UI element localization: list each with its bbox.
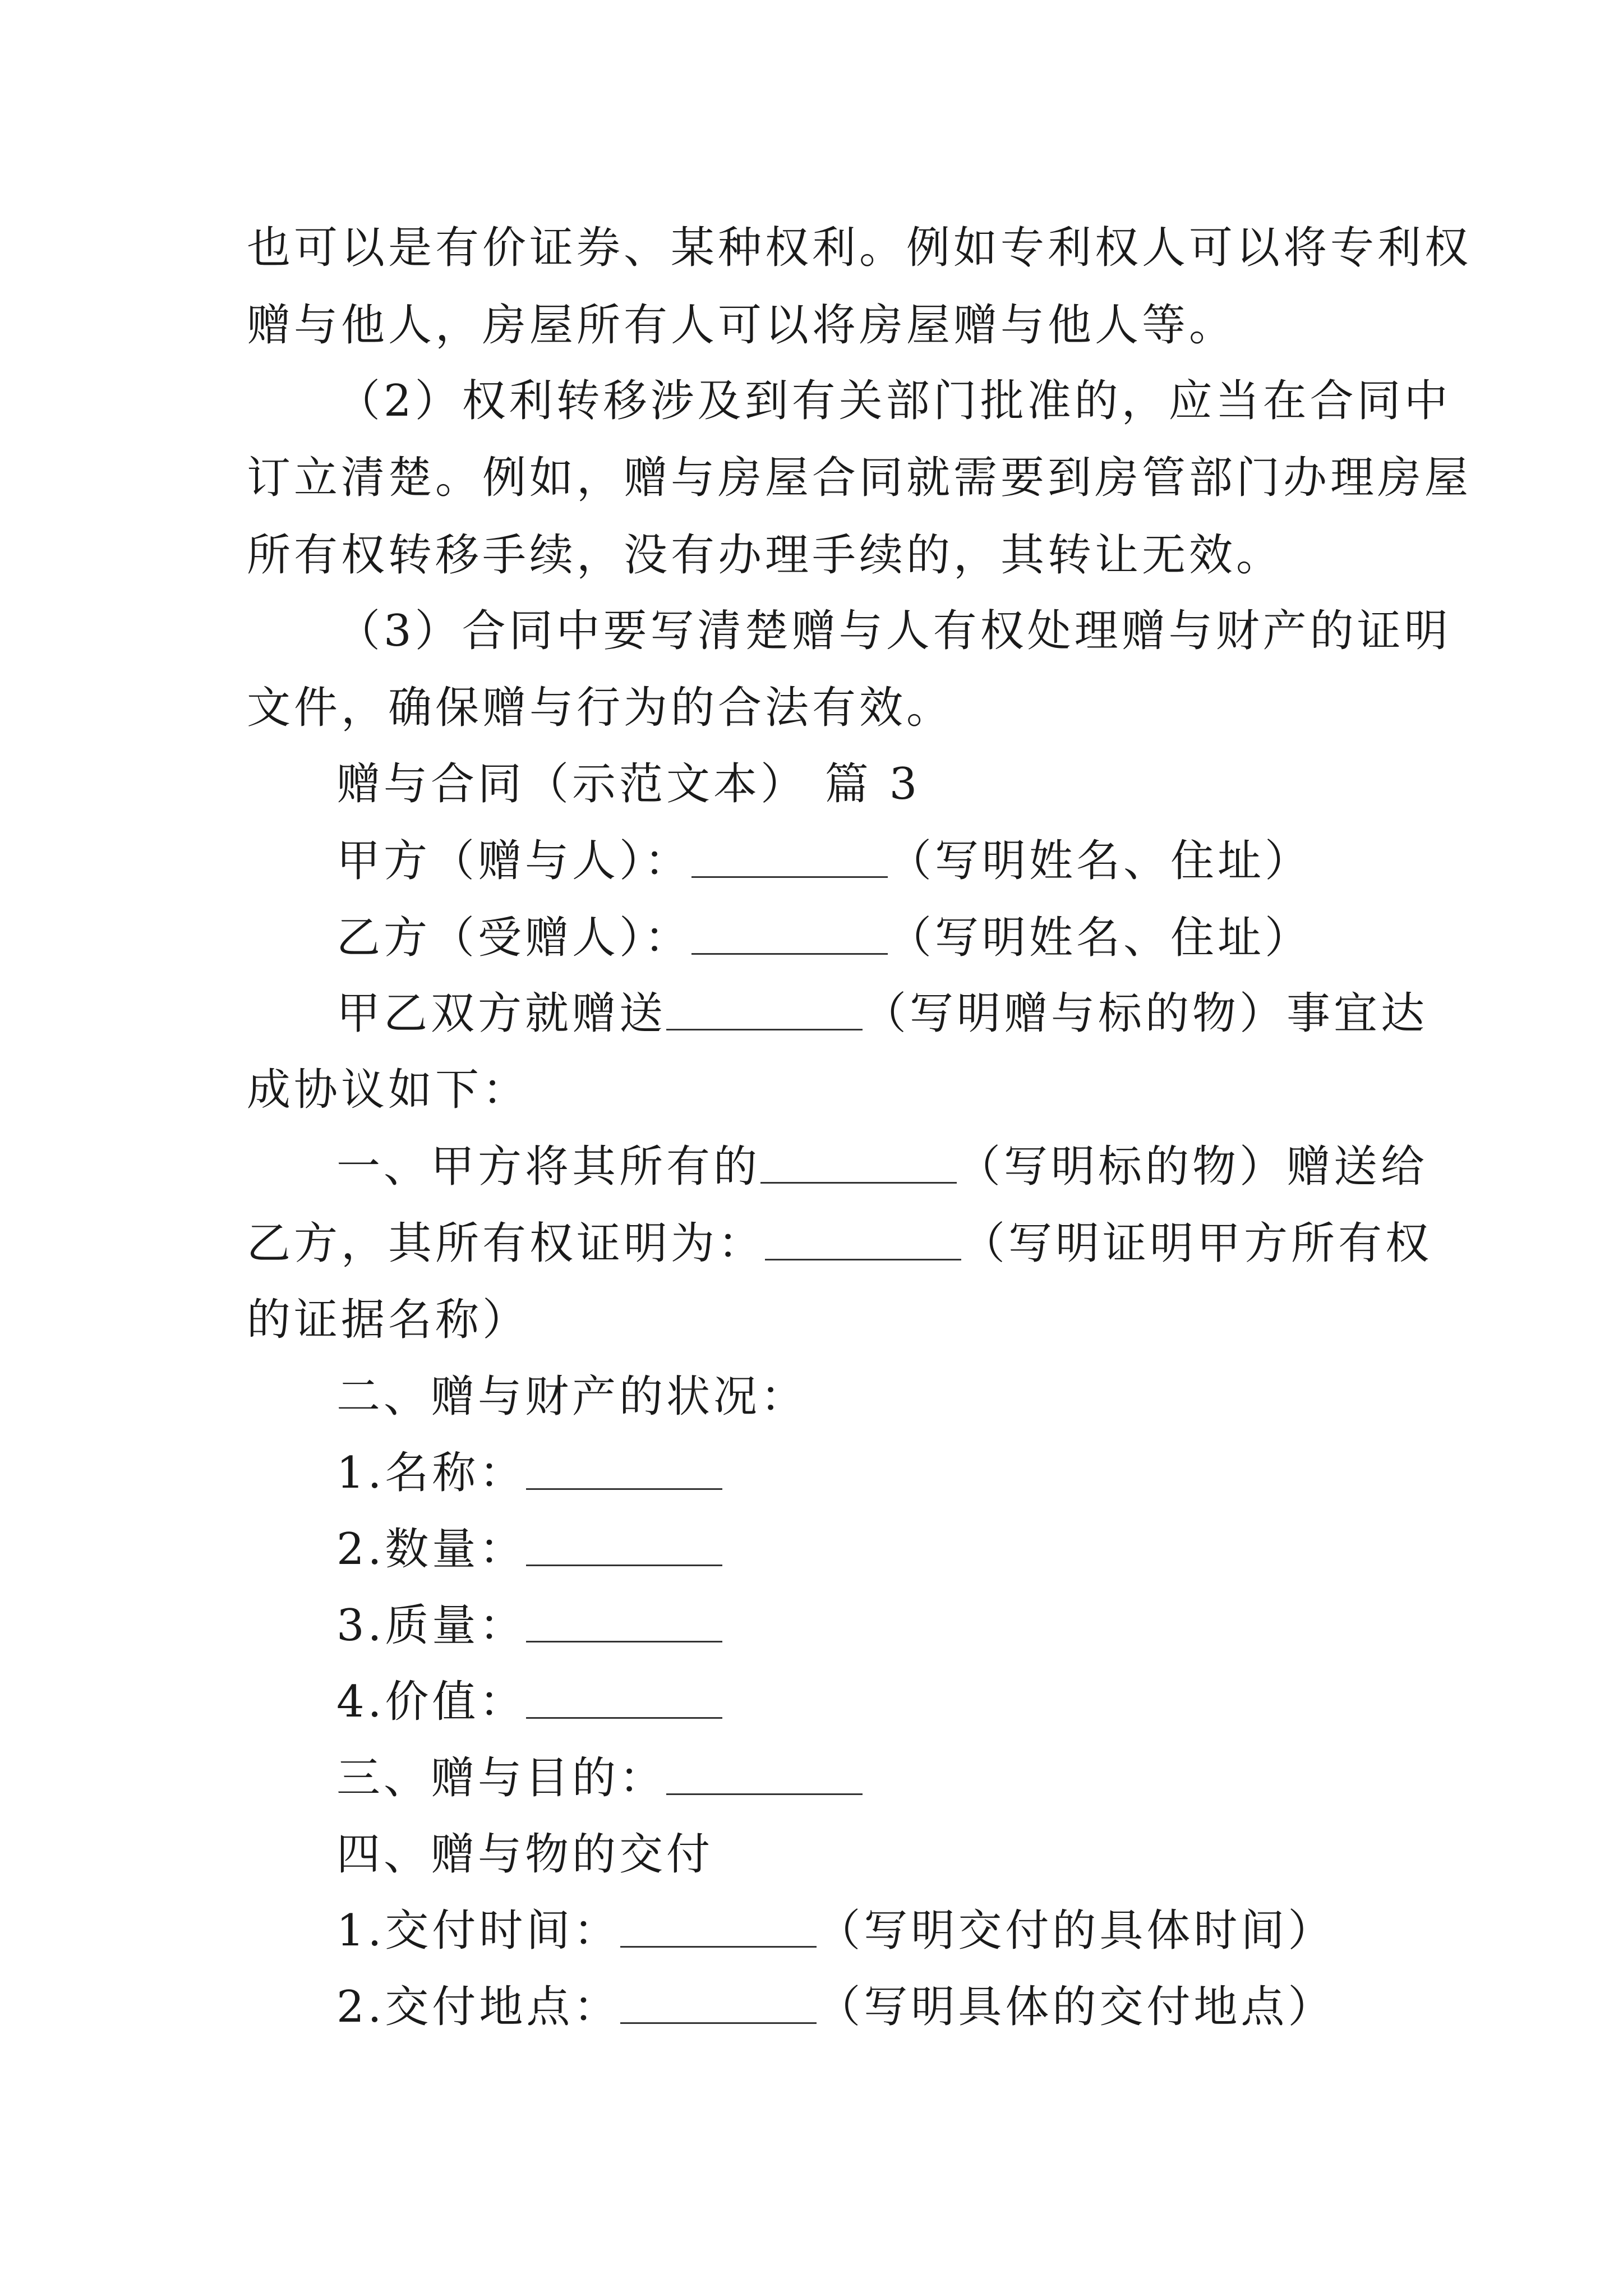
- party-a-line: 甲方（赠与人）： （写明姓名、住址）: [336, 836, 1312, 886]
- paragraph-line: 赠与他人，房屋所有人可以将房屋赠与他人等。: [247, 300, 1237, 351]
- delivery-time-line: 1.交付时间： （写明交付的具体时间）: [336, 1906, 1335, 1956]
- clause-1-line: 一、甲方将其所有的 （写明标的物）赠送给: [336, 1142, 1428, 1192]
- property-name-line: 1.名称：: [336, 1445, 722, 1501]
- fill-blank: [765, 1220, 961, 1260]
- fill-blank: [760, 1143, 957, 1184]
- fill-blank: [526, 1525, 722, 1566]
- property-quantity-line: 2.数量：: [336, 1521, 722, 1577]
- clause-2-heading: 二、赠与财产的状况：: [336, 1372, 808, 1422]
- paragraph-line: 甲乙双方就赠送 （写明赠与标的物）事宜达: [336, 988, 1428, 1039]
- paragraph-line: 订立清楚。例如，赠与房屋合同就需要到房管部门办理房屋: [247, 453, 1472, 503]
- fill-blank: [691, 914, 888, 955]
- fill-blank: [620, 1907, 817, 1948]
- clause-4-heading: 四、赠与物的交付: [336, 1829, 714, 1880]
- clause-3-line: 三、赠与目的：: [336, 1750, 863, 1806]
- paragraph-line: （2）权利转移涉及到有关部门批准的，应当在合同中: [336, 376, 1451, 426]
- paragraph-line: 乙方，其所有权证明为： （写明证明甲方所有权: [247, 1218, 1433, 1269]
- paragraph-line: 文件，确保赠与行为的合法有效。: [247, 683, 954, 733]
- fill-blank: [526, 1678, 722, 1719]
- fill-blank: [526, 1602, 722, 1642]
- party-b-line: 乙方（受赠人）： （写明姓名、住址）: [336, 913, 1312, 963]
- fill-blank: [620, 1983, 817, 2024]
- property-value-line: 4.价值：: [336, 1674, 722, 1730]
- paragraph-line: （3）合同中要写清楚赠与人有权处理赠与财产的证明: [336, 606, 1451, 656]
- section-heading: 赠与合同（示范文本） 篇 3: [336, 759, 921, 809]
- property-quality-line: 3.质量：: [336, 1598, 722, 1654]
- fill-blank: [666, 1754, 863, 1795]
- paragraph-line: 的证据名称）: [247, 1295, 530, 1345]
- fill-blank: [526, 1449, 722, 1490]
- fill-blank: [691, 837, 888, 878]
- fill-blank: [666, 990, 863, 1030]
- paragraph-line: 也可以是有价证券、某种权利。例如专利权人可以将专利权: [247, 223, 1472, 273]
- paragraph-line: 所有权转移手续，没有办理手续的，其转让无效。: [247, 530, 1284, 581]
- paragraph-line: 成协议如下：: [247, 1065, 530, 1115]
- delivery-place-line: 2.交付地点： （写明具体的交付地点）: [336, 1982, 1335, 2032]
